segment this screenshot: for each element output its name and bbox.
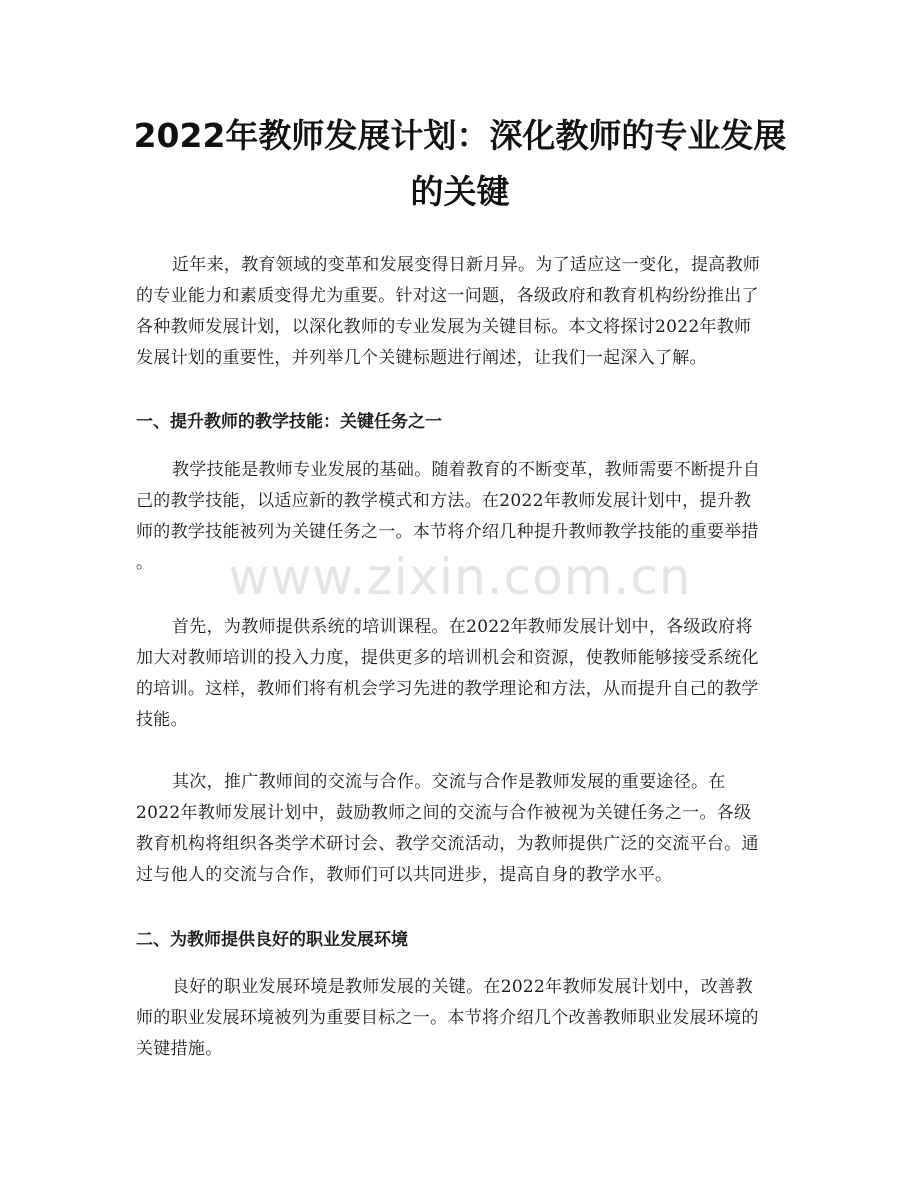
title-line-1: 2022年教师发展计划：深化教师的专业发展 — [133, 116, 787, 155]
paragraph-line: 师的教学技能被列为关键任务之一。本节将介绍几种提升教师教学技能的重要举措 — [136, 522, 759, 542]
paragraph-line: 教学技能是教师专业发展的基础。随着教育的不断变革，教师需要不断提升自 — [172, 460, 761, 480]
paragraph-line: 其次，推广教师间的交流与合作。交流与合作是教师发展的重要途径。在 — [172, 772, 726, 792]
paragraph-line: 2022年教师发展计划中，鼓励教师之间的交流与合作被视为关键任务之一。各级 — [136, 803, 752, 823]
intro-line: 各种教师发展计划，以深化教师的专业发展为关键目标。本文将探讨2022年教师 — [136, 317, 752, 337]
paragraph-line: 过与他人的交流与合作，教师们可以共同进步，提高自身的教学水平。 — [136, 865, 673, 885]
watermark: www.zixin.com.cn — [228, 548, 692, 606]
paragraph-line: 首先，为教师提供系统的培训课程。在2022年教师发展计划中，各级政府将 — [172, 617, 753, 637]
intro-line: 的专业能力和素质变得尤为重要。针对这一问题，各级政府和教育机构纷纷推出了 — [136, 286, 759, 306]
section-1-heading: 一、提升教师的教学技能：关键任务之一 — [136, 412, 442, 432]
intro-line: 发展计划的重要性，并列举几个关键标题进行阐述，让我们一起深入了解。 — [136, 348, 707, 368]
title-line-2: 的关键 — [410, 172, 510, 211]
paragraph-line: 己的教学技能，以适应新的教学模式和方法。在2022年教师发展计划中，提升教 — [136, 491, 752, 511]
section-2-paragraph-1 — [136, 972, 784, 1065]
paragraph-line: 师的职业发展环境被列为重要目标之一。本节将介绍几个改善教师职业发展环境的 — [136, 1008, 759, 1028]
paragraph-line: 。 — [136, 553, 154, 573]
paragraph-line: 技能。 — [136, 710, 188, 730]
paragraph-line: 加大对教师培训的投入力度，提供更多的培训机会和资源，使教师能够接受系统化 — [136, 648, 759, 668]
paragraph-line: 关键措施。 — [136, 1039, 223, 1059]
section-1-paragraph-2 — [136, 612, 784, 736]
paragraph-line: 的培训。这样，教师们将有机会学习先进的教学理论和方法，从而提升自己的教学 — [136, 679, 759, 699]
intro-paragraph — [136, 250, 784, 374]
section-1-paragraph-3 — [136, 767, 784, 891]
document-title — [100, 108, 820, 220]
paragraph-line: 良好的职业发展环境是教师发展的关键。在2022年教师发展计划中，改善教 — [172, 977, 753, 997]
paragraph-line: 教育机构将组织各类学术研讨会、教学交流活动，为教师提供广泛的交流平台。通 — [136, 834, 759, 854]
section-1-paragraph-1 — [136, 455, 784, 579]
intro-line: 近年来，教育领域的变革和发展变得日新月异。为了适应这一变化，提高教师 — [172, 255, 761, 275]
section-2-heading: 二、为教师提供良好的职业发展环境 — [136, 930, 408, 950]
